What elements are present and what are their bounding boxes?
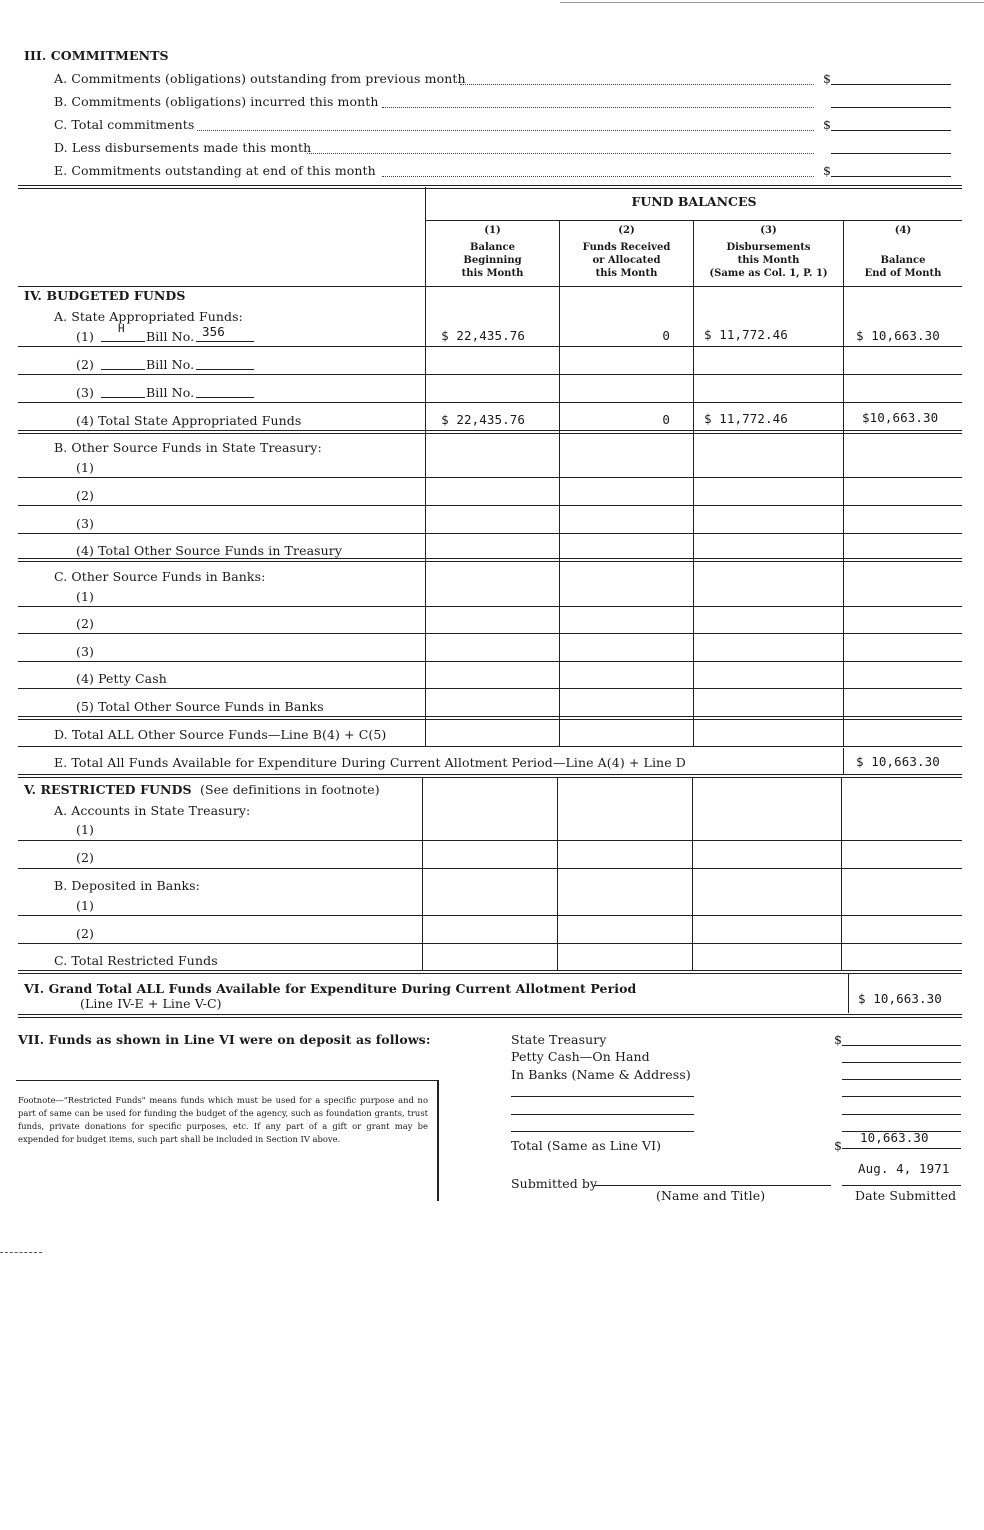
commitments-b-field[interactable]: [831, 107, 951, 108]
col-divider: [843, 221, 844, 746]
dot-leader: [382, 176, 814, 177]
name-title-caption: (Name and Title): [656, 1188, 766, 1203]
row-b2-num: (2): [76, 488, 95, 503]
rule: [18, 346, 962, 347]
col3-line1: Disbursements: [726, 242, 811, 253]
rule: [18, 286, 962, 287]
row-b3-num: (3): [76, 516, 95, 531]
commitments-e-label: E. Commitments outstanding at end of this month: [54, 163, 376, 178]
rule: [18, 840, 962, 841]
bank-name-field[interactable]: [511, 1114, 694, 1115]
row-vb2-num: (2): [76, 926, 95, 941]
footnote-text: Footnote—"Restricted Funds" means funds which must be used for a specific purpose and no part of same can be used for funding the budget of the agency, such as foundation grants, trust funds, private donations for specific purposes, etc. If any part of a gift or grant may be expended for budget items, such part shall be included in Section IV above.: [18, 1095, 428, 1144]
col-divider: [557, 777, 558, 970]
col-divider: [692, 777, 693, 970]
col3-line3: (Same as Col. 1, P. 1): [709, 268, 828, 279]
dot-leader: [307, 153, 814, 154]
state-appropriated-title: A. State Appropriated Funds:: [54, 309, 243, 324]
bill-no-value: 356: [202, 324, 225, 339]
total-all-funds-label: E. Total All Funds Available for Expenditure During Current Allotment Period—Line A(4) + Line D: [54, 755, 686, 770]
col2-line1: Funds Received: [582, 242, 671, 253]
a1-col2-value: 0: [662, 328, 670, 343]
deposit-title: VII. Funds as shown in Line VI were on deposit as follows:: [18, 1032, 431, 1047]
scan-mark: [0, 1252, 42, 1253]
dollar-sign: $: [823, 117, 832, 132]
rule: [18, 606, 962, 607]
bill-no-field[interactable]: [196, 341, 254, 342]
total-other-banks-label: (5) Total Other Source Funds in Banks: [76, 699, 324, 714]
rule: [18, 868, 962, 869]
date-submitted-field[interactable]: [842, 1185, 961, 1186]
rule: [18, 477, 962, 478]
dot-leader: [197, 130, 814, 131]
a1-col1-value: $ 22,435.76: [441, 328, 525, 343]
rule: [18, 633, 962, 634]
bill-prefix-value: H: [118, 322, 125, 335]
row-c3-num: (3): [76, 644, 95, 659]
col1-line2: Beginning: [463, 255, 522, 266]
deposited-banks-title: B. Deposited in Banks:: [54, 878, 200, 893]
col-divider: [841, 777, 842, 970]
state-treasury-accounts-title: A. Accounts in State Treasury:: [54, 803, 251, 818]
row-a2-num: (2): [76, 357, 95, 372]
commitments-e-field[interactable]: [831, 176, 951, 177]
col-divider: [848, 973, 849, 1013]
date-value: Aug. 4, 1971: [858, 1161, 950, 1176]
rule: [18, 746, 962, 747]
total-same-field[interactable]: [842, 1148, 961, 1149]
rule: [18, 661, 962, 662]
rule: [18, 1014, 962, 1018]
a1-col4-value: $ 10,663.30: [856, 328, 940, 343]
restricted-note: (See definitions in footnote): [200, 782, 380, 797]
rule: [18, 185, 962, 189]
bill-no-label: Bill No.: [146, 357, 195, 372]
total-restricted-label: C. Total Restricted Funds: [54, 953, 218, 968]
row-a1-num: (1): [76, 329, 95, 344]
row-va1-num: (1): [76, 822, 95, 837]
a1-col3-value: $ 11,772.46: [704, 327, 788, 342]
rule: [18, 915, 962, 916]
grand-total-sub: (Line IV-E + Line V-C): [80, 996, 222, 1011]
col-divider: [559, 221, 560, 746]
grand-total-label: VI. Grand Total ALL Funds Available for Expenditure During Current Allotment Period: [24, 981, 637, 996]
col1-num: (1): [484, 225, 501, 236]
commitments-c-field[interactable]: [831, 130, 951, 131]
state-treasury-label: State Treasury: [511, 1032, 607, 1047]
bill-prefix-field[interactable]: [101, 341, 145, 342]
dot-leader: [460, 84, 814, 85]
rule: [18, 943, 962, 944]
in-banks-field[interactable]: [842, 1079, 961, 1080]
rule: [18, 505, 962, 506]
restricted-title: V. RESTRICTED FUNDS: [24, 782, 192, 797]
bank-name-field[interactable]: [511, 1131, 694, 1132]
budgeted-title: IV. BUDGETED FUNDS: [24, 288, 186, 303]
bank-amount-field[interactable]: [842, 1114, 961, 1115]
rule: [18, 402, 962, 403]
petty-cash-field[interactable]: [842, 1062, 961, 1063]
total-other-treasury-label: (4) Total Other Source Funds in Treasury: [76, 543, 343, 558]
col-divider: [693, 221, 694, 746]
rule: [18, 533, 962, 534]
in-banks-label: In Banks (Name & Address): [511, 1067, 691, 1082]
bill-no-field[interactable]: [196, 369, 254, 370]
rule: [18, 774, 962, 778]
commitments-a-label: A. Commitments (obligations) outstanding from previous month: [54, 71, 466, 86]
a4-col2-value: 0: [662, 412, 670, 427]
col2-line3: this Month: [595, 268, 658, 279]
bill-no-field[interactable]: [196, 397, 254, 398]
submitted-by-label: Submitted by: [511, 1176, 598, 1191]
commitments-d-label: D. Less disbursements made this month: [54, 140, 312, 155]
a4-col4-value: $10,663.30: [862, 410, 939, 425]
rule: [18, 970, 962, 974]
bill-prefix-field[interactable]: [101, 369, 145, 370]
grand-total-value: $ 10,663.30: [858, 991, 942, 1006]
col1-line1: Balance: [470, 242, 515, 253]
petty-cash-label: (4) Petty Cash: [76, 671, 167, 686]
scan-mark: [560, 2, 984, 3]
col3-line2: this Month: [737, 255, 800, 266]
rule: [18, 430, 962, 434]
bill-prefix-field[interactable]: [101, 397, 145, 398]
commitments-title: III. COMMITMENTS: [24, 48, 169, 63]
row-b1-num: (1): [76, 460, 95, 475]
col2-line2: or Allocated: [592, 255, 661, 266]
e-col4-value: $ 10,663.30: [856, 754, 940, 769]
other-source-banks-title: C. Other Source Funds in Banks:: [54, 569, 266, 584]
state-treasury-field[interactable]: [842, 1045, 961, 1046]
commitments-d-field[interactable]: [831, 153, 951, 154]
rule: [18, 558, 962, 562]
total-all-other-label: D. Total ALL Other Source Funds—Line B(4) + C(5): [54, 727, 387, 742]
a4-col1-value: $ 22,435.76: [441, 412, 525, 427]
commitments-b-label: B. Commitments (obligations) incurred this month: [54, 94, 379, 109]
bank-name-field[interactable]: [511, 1096, 694, 1097]
total-state-appropriated-label: (4) Total State Appropriated Funds: [76, 413, 302, 428]
row-c1-num: (1): [76, 589, 95, 604]
rule: [18, 374, 962, 375]
date-submitted-caption: Date Submitted: [855, 1188, 957, 1203]
bank-amount-field[interactable]: [842, 1096, 961, 1097]
bill-no-label: Bill No.: [146, 329, 195, 344]
commitments-a-field[interactable]: [831, 84, 951, 85]
col4-line1: Balance: [880, 255, 926, 266]
row-vb1-num: (1): [76, 898, 95, 913]
col-divider: [843, 748, 844, 774]
row-c2-num: (2): [76, 616, 95, 631]
col4-num: (4): [894, 225, 912, 236]
col3-num: (3): [760, 225, 777, 236]
submitted-by-field[interactable]: [594, 1185, 831, 1186]
rule: [426, 220, 962, 221]
petty-cash-hand-label: Petty Cash—On Hand: [511, 1049, 650, 1064]
col4-line2: End of Month: [864, 268, 942, 279]
dollar-sign: $: [823, 71, 832, 86]
col2-num: (2): [618, 225, 635, 236]
rule: [18, 688, 962, 689]
commitments-c-label: C. Total commitments: [54, 117, 195, 132]
a4-col3-value: $ 11,772.46: [704, 411, 788, 426]
rule: [18, 716, 962, 720]
col-divider: [422, 777, 423, 970]
row-va2-num: (2): [76, 850, 95, 865]
row-a3-num: (3): [76, 385, 95, 400]
col1-line3: this Month: [461, 268, 524, 279]
bill-no-label: Bill No.: [146, 385, 195, 400]
fund-balances-header: FUND BALANCES: [631, 194, 757, 209]
total-same-value: 10,663.30: [860, 1130, 929, 1145]
dot-leader: [382, 107, 814, 108]
dollar-sign: $: [834, 1032, 843, 1047]
total-same-label: Total (Same as Line VI): [511, 1138, 662, 1153]
dollar-sign: $: [834, 1138, 843, 1153]
other-source-treasury-title: B. Other Source Funds in State Treasury:: [54, 440, 322, 455]
dollar-sign: $: [823, 163, 832, 178]
